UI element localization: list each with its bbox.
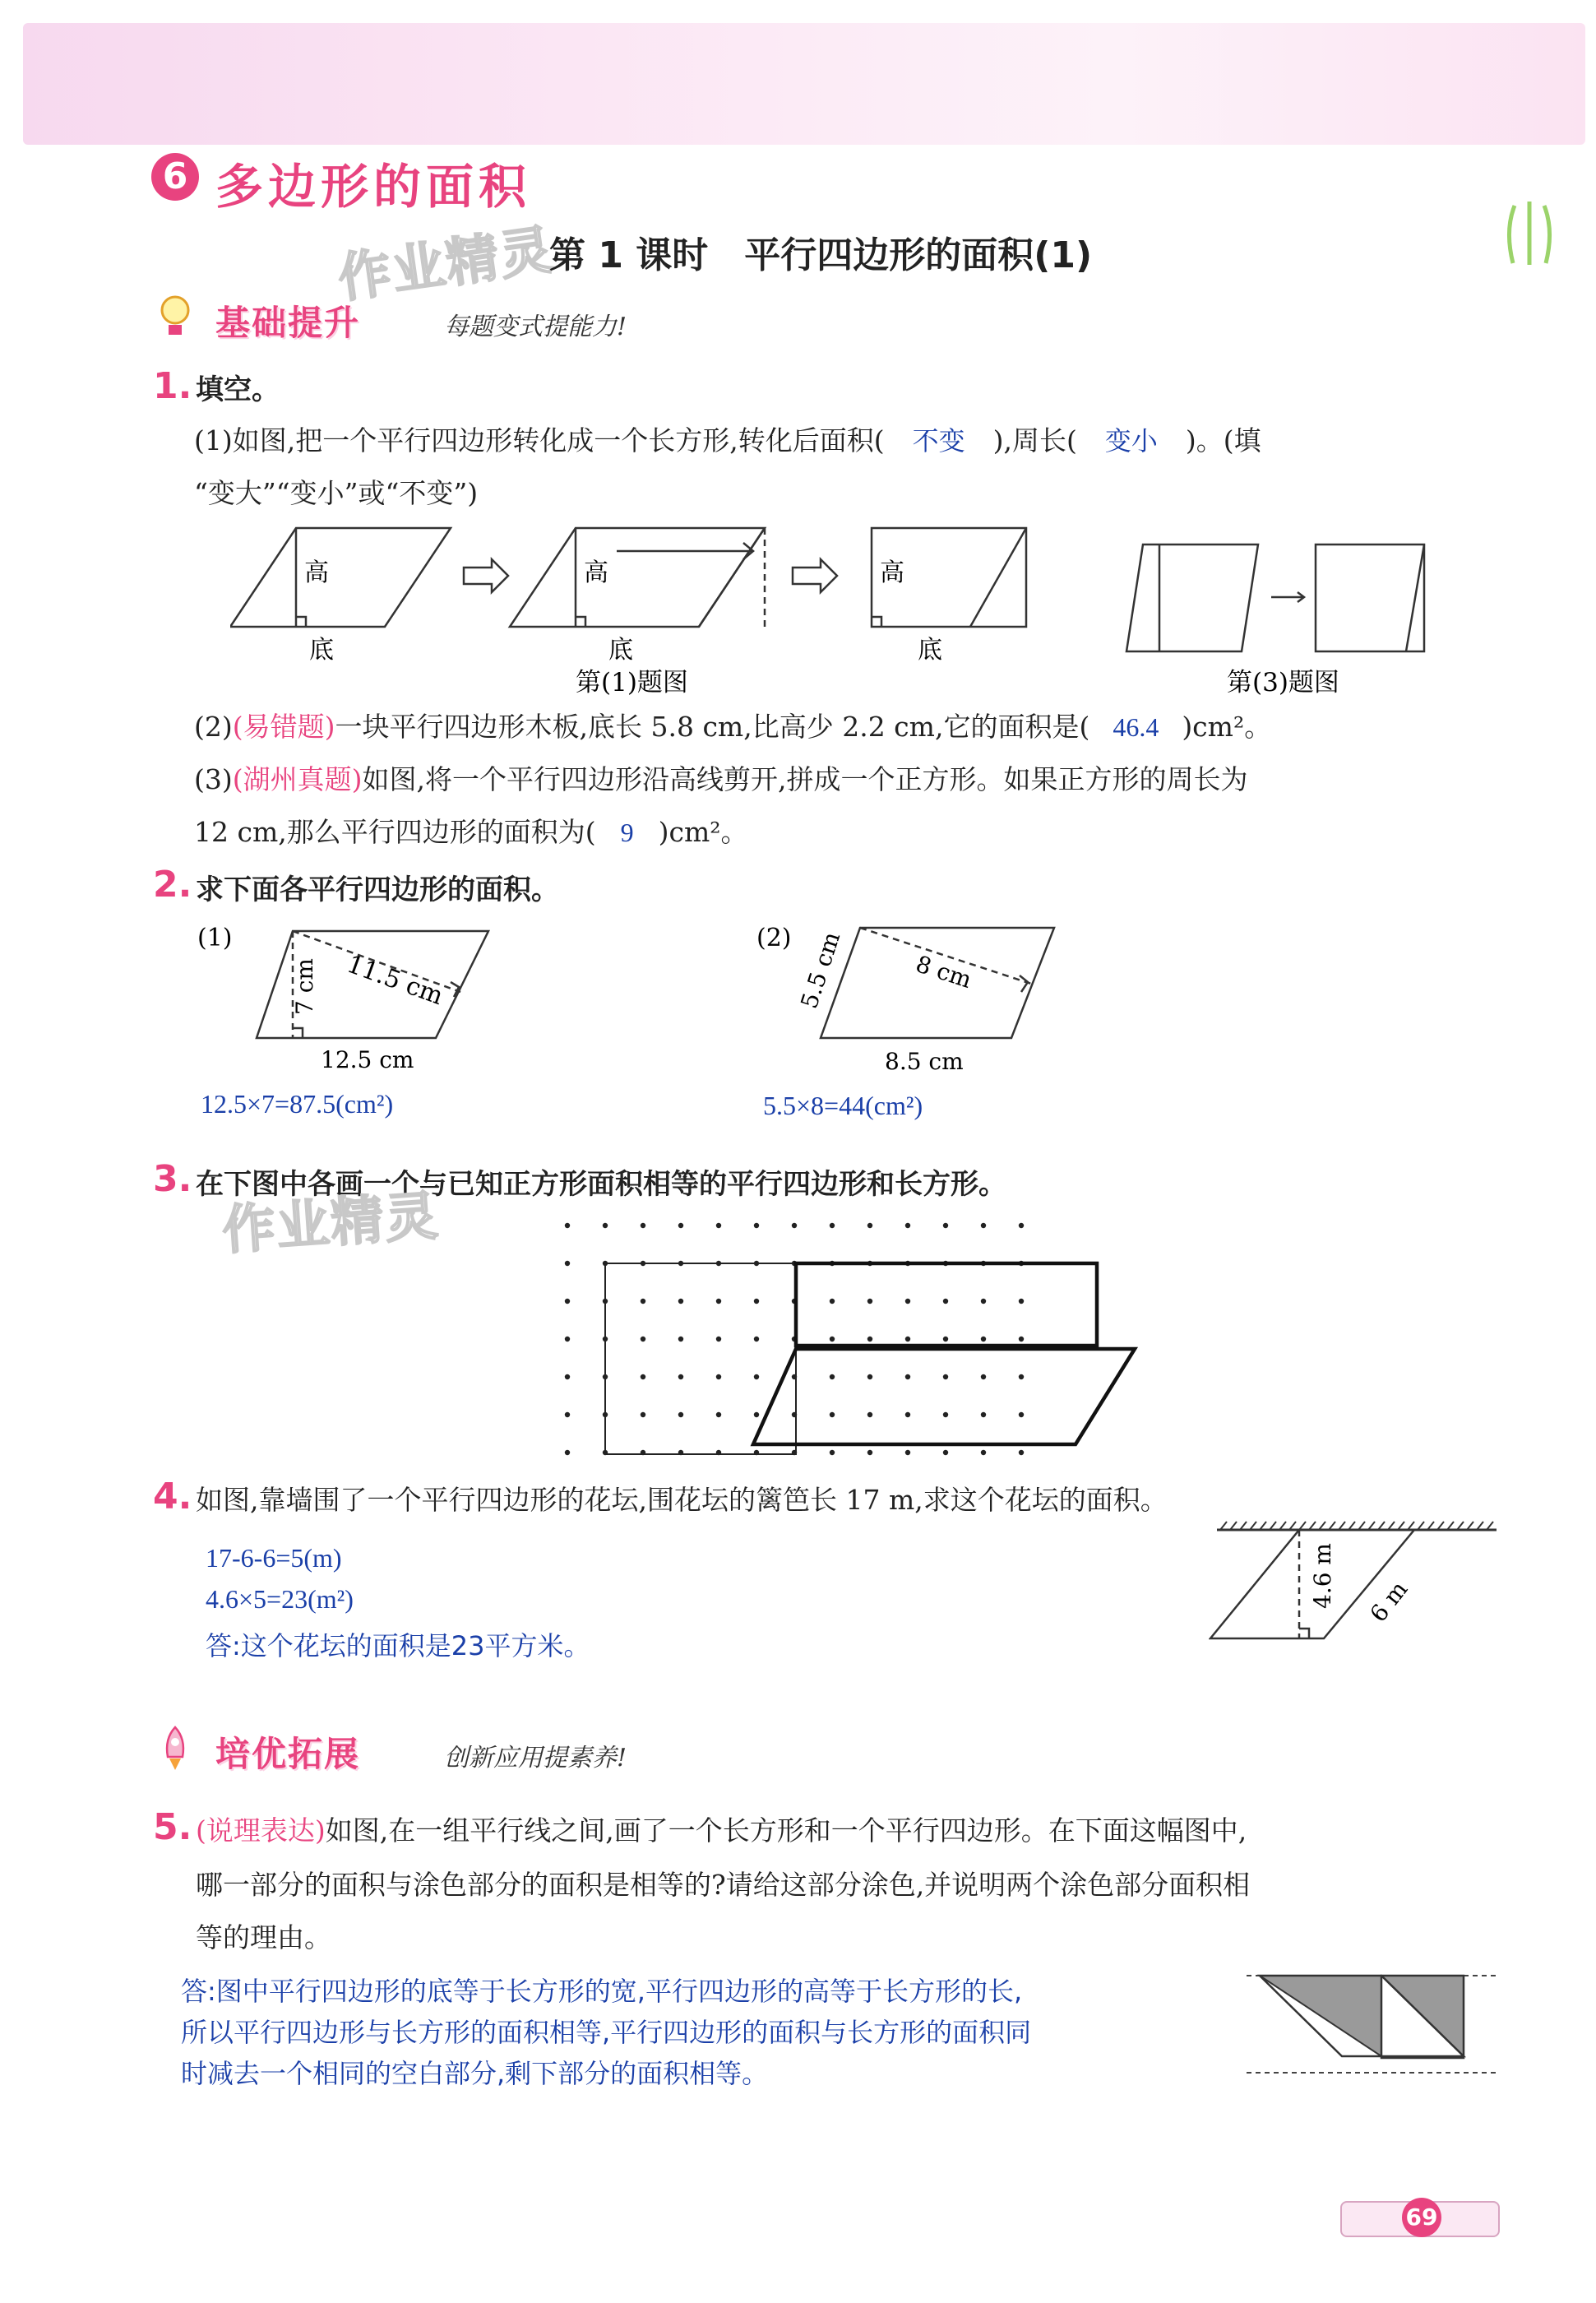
- fig2-base-label: 底: [608, 636, 633, 665]
- rocket-icon: [156, 1724, 194, 1773]
- grid-dot: [1019, 1374, 1024, 1379]
- grid-dot: [565, 1412, 570, 1417]
- grid-dot: [754, 1223, 759, 1228]
- grid-dot: [678, 1374, 683, 1379]
- grid-dot: [678, 1223, 683, 1228]
- grid-dot: [830, 1337, 835, 1341]
- grid-dot: [905, 1374, 910, 1379]
- q3-title: 在下图中各画一个与已知正方形面积相等的平行四边形和长方形。: [196, 1168, 1006, 1201]
- grid-dot: [716, 1412, 721, 1417]
- watermark-2: 作业精灵: [220, 1185, 442, 1263]
- caption-fig3: 第(3)题图: [1227, 668, 1339, 697]
- grid-dot: [1019, 1299, 1024, 1304]
- grid-dot: [830, 1450, 835, 1455]
- grid-dot: [716, 1337, 721, 1341]
- q4-answer-1: 17-6-6=5(m): [206, 1543, 342, 1573]
- grid-dot: [754, 1374, 759, 1379]
- lesson-title: 第 1 课时 平行四边形的面积(1): [549, 234, 1093, 276]
- q3-number: 3.: [153, 1158, 192, 1200]
- q5-line1: (说理表达)如图,在一组平行线之间,画了一个长方形和一个平行四边形。在下面这幅图中,: [196, 1814, 1247, 1847]
- q1-title: 填空。: [196, 373, 280, 406]
- q5-answer-3: 时减去一个相同的空白部分,剩下部分的面积相等。: [181, 2058, 769, 2089]
- q1-number: 1.: [153, 365, 192, 407]
- q2-f1-height: 7 cm: [291, 958, 318, 1015]
- grid-dot: [565, 1374, 570, 1379]
- grid-dot: [981, 1223, 986, 1228]
- grid-dot: [867, 1337, 872, 1341]
- chapter-number-badge: 6: [151, 153, 199, 201]
- grid-dot: [981, 1299, 986, 1304]
- grid-dot: [943, 1299, 948, 1304]
- fig3-base-label: 底: [918, 636, 942, 665]
- grid-dot: [981, 1412, 986, 1417]
- section-advanced-subtitle: 创新应用提素养!: [444, 1744, 627, 1772]
- q1-answer-area: 不变: [912, 425, 965, 456]
- q2-f2-label: (2): [756, 924, 792, 952]
- q2-f2-side: 5.5 cm: [795, 928, 846, 1012]
- q1-p3-line2: 12 cm,那么平行四边形的面积为( 9 )cm²。: [194, 816, 748, 848]
- grid-dot: [905, 1412, 910, 1417]
- fig1-high-label: 高: [304, 558, 329, 587]
- section-basic-subtitle: 每题变式提能力!: [444, 313, 627, 341]
- grid-dot: [943, 1450, 948, 1455]
- caption-fig1: 第(1)题图: [576, 668, 688, 697]
- q2-f2-answer: 5.5×8=44(cm²): [763, 1091, 923, 1120]
- q1-p3-answer: 9: [620, 818, 634, 847]
- grid-dot: [867, 1299, 872, 1304]
- grid-dot: [867, 1412, 872, 1417]
- q1-p2-answer: 46.4: [1113, 712, 1159, 742]
- q5-answer-2: 所以平行四边形与长方形的面积相等,平行四边形的面积与长方形的面积同: [181, 2017, 1032, 2048]
- header-band: [23, 23, 1585, 145]
- grid-dot: [905, 1299, 910, 1304]
- q4-height-label: 4.6 m: [1309, 1543, 1336, 1609]
- q5-line2: 哪一部分的面积与涂色部分的面积是相等的?请给这部分涂色,并说明两个涂色部分面积相: [196, 1869, 1251, 1901]
- q1-p1-line1: (1)如图,把一个平行四边形转化成一个长方形,转化后面积( 不变 ),周长( 变小 )。(填: [194, 424, 1261, 456]
- grid-dot: [603, 1223, 608, 1228]
- grid-dot: [565, 1337, 570, 1341]
- grid-dot: [981, 1337, 986, 1341]
- q4-flowerbed-figure: [1209, 1518, 1505, 1658]
- q1-p3-line1: (3)(湖州真题)如图,将一个平行四边形沿高线剪开,拼成一个正方形。如果正方形的周长为: [194, 763, 1248, 795]
- grid-dot: [716, 1223, 721, 1228]
- grid-dot: [1019, 1412, 1024, 1417]
- grid-dot: [641, 1223, 645, 1228]
- fig2-high-label: 高: [584, 558, 608, 587]
- q2-f1-side: 11.5 cm: [343, 949, 447, 1012]
- grid-dot: [943, 1412, 948, 1417]
- chapter-title: 多边形的面积: [215, 159, 532, 215]
- q5-number: 5.: [153, 1806, 192, 1848]
- grid-dot: [754, 1412, 759, 1417]
- grid-dot: [943, 1374, 948, 1379]
- grass-decoration-icon: [1497, 197, 1562, 271]
- q2-number: 2.: [153, 864, 192, 906]
- q4-side-label: 6 m: [1364, 1576, 1413, 1628]
- fig3-high-label: 高: [880, 558, 904, 587]
- grid-dot: [565, 1261, 570, 1266]
- grid-dot: [641, 1374, 645, 1379]
- watermark: 作业精灵: [334, 219, 558, 310]
- q4-number: 4.: [153, 1476, 192, 1518]
- q1-p1-line2: “变大”“变小”或“不变”): [194, 477, 479, 509]
- grid-dot: [830, 1223, 835, 1228]
- q4-answer-2: 4.6×5=23(m²): [206, 1584, 354, 1614]
- section-basic-label: 基础提升: [215, 303, 361, 343]
- grid-dot: [905, 1337, 910, 1341]
- grid-dot: [565, 1299, 570, 1304]
- page-number: 69: [1402, 2198, 1441, 2237]
- grid-dot: [754, 1337, 759, 1341]
- grid-dot: [1019, 1450, 1024, 1455]
- q2-f2-height: 8 cm: [912, 950, 975, 994]
- grid-dot: [641, 1412, 645, 1417]
- q2-f2-base: 8.5 cm: [885, 1048, 964, 1075]
- q3-dot-grid: [559, 1217, 1143, 1464]
- grid-dot: [792, 1223, 797, 1228]
- grid-dot: [678, 1412, 683, 1417]
- section-advanced-label: 培优拓展: [215, 1734, 361, 1774]
- q1-answer-perimeter: 变小: [1104, 425, 1158, 456]
- q2-f1-label: (1): [197, 924, 233, 952]
- q2-f1-answer: 12.5×7=87.5(cm²): [201, 1089, 394, 1119]
- q2-title: 求下面各平行四边形的面积。: [196, 873, 559, 906]
- grid-dot: [754, 1299, 759, 1304]
- grid-dot: [981, 1374, 986, 1379]
- q1-p2: (2)(易错题)一块平行四边形木板,底长 5.8 cm,比高少 2.2 cm,它的面积是( 46.4 )cm²。: [194, 711, 1272, 743]
- grid-dot: [565, 1223, 570, 1228]
- grid-dot: [867, 1450, 872, 1455]
- grid-dot: [981, 1450, 986, 1455]
- grid-dot: [867, 1223, 872, 1228]
- grid-dot: [678, 1299, 683, 1304]
- q1-figures: [230, 518, 1480, 699]
- q4-answer-3: 答:这个花坛的面积是23平方米。: [206, 1630, 590, 1661]
- grid-dot: [867, 1374, 872, 1379]
- lightbulb-icon: [156, 292, 194, 341]
- q5-figure: [1242, 1958, 1505, 2089]
- grid-dot: [1019, 1223, 1024, 1228]
- grid-dot: [641, 1299, 645, 1304]
- grid-dot: [943, 1223, 948, 1228]
- q4-title: 如图,靠墙围了一个平行四边形的花坛,围花坛的篱笆长 17 m,求这个花坛的面积。: [196, 1484, 1168, 1516]
- grid-dot: [716, 1374, 721, 1379]
- q2-f1-base: 12.5 cm: [321, 1046, 414, 1073]
- fig1-base-label: 底: [309, 636, 334, 665]
- grid-dot: [1019, 1337, 1024, 1341]
- grid-dot: [905, 1450, 910, 1455]
- q5-answer-1: 答:图中平行四边形的底等于长方形的宽,平行四边形的高等于长方形的长,: [181, 1976, 1023, 2007]
- grid-dot: [830, 1412, 835, 1417]
- q2-figures: [189, 913, 1118, 1094]
- grid-dot: [943, 1337, 948, 1341]
- grid-dot: [678, 1337, 683, 1341]
- q5-line3: 等的理由。: [196, 1921, 331, 1953]
- grid-dot: [565, 1450, 570, 1455]
- grid-dot: [641, 1337, 645, 1341]
- grid-dot: [830, 1374, 835, 1379]
- grid-dot: [830, 1299, 835, 1304]
- grid-dot: [716, 1299, 721, 1304]
- grid-dot: [905, 1223, 910, 1228]
